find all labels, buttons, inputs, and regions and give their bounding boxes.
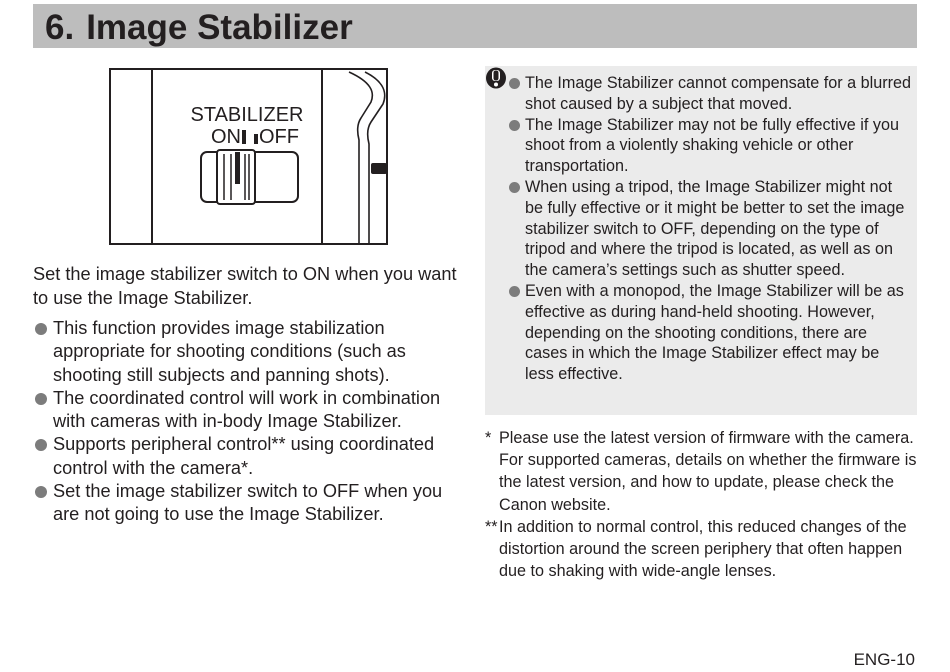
section-header [33, 4, 917, 48]
footnotes [485, 427, 925, 582]
footnote-mark: * [485, 429, 492, 447]
footnote-text: Please use the latest version of firmware with the camera. [499, 429, 914, 447]
list-item: The Image Stabilizer cannot compensate for a blurred shot caused by a subject that moved. [507, 73, 911, 115]
instructions-column [33, 263, 473, 527]
list-item: When using a tripod, the Image Stabilizer might not be fully effective or it might be better to set the image stabilizer switch to OFF, depending on the type of tripod and where the tripod is located, as well as on the camera’s settings such as shutter speed. [507, 177, 911, 281]
page-number: ENG-10 [853, 650, 915, 669]
lens-barrel-drawing [109, 68, 389, 246]
intro-paragraph: Set the image stabilizer switch to ON when you want to use the Image Stabilizer. [33, 264, 457, 308]
list-item: The Image Stabilizer may not be fully effective if you shoot from a violently shaking vehicle or other transportation. [507, 115, 911, 177]
caution-box [485, 66, 917, 415]
list-item: Supports peripheral control** using coordinated control with the camera*. [33, 433, 473, 480]
section-number: 6. [45, 8, 75, 47]
list-item: The coordinated control will work in combination with cameras with in-body Image Stabilizer. [33, 387, 473, 434]
footnote-firmware [485, 427, 925, 516]
stabilizer-label: STABILIZER [190, 104, 304, 126]
caution-icon [485, 67, 507, 89]
on-label: ON [211, 126, 241, 148]
caution-list [507, 73, 911, 385]
feature-list [33, 317, 473, 527]
stabilizer-switch-illustration [109, 68, 389, 246]
off-label: OFF [259, 126, 299, 148]
list-item: Set the image stabilizer switch to OFF when you are not going to use the Image Stabilizer. [33, 480, 473, 527]
footnote-mark: ** [485, 517, 498, 536]
footnote-text: In addition to normal control, this reduced changes of the distortion around the screen periphery that often happen due to shaking with wide-angle lenses. [499, 517, 907, 581]
footnote-text: For supported cameras, details on whether the firmware is the latest version, and how to update, please check the Canon website. [499, 451, 917, 514]
footnote-peripheral [485, 516, 925, 583]
page-title [45, 8, 353, 48]
list-item: Even with a monopod, the Image Stabilizer will be as effective as during hand-held shooting. However, depending on the shooting conditions, there are cases in which the Image Stabilizer effect may be less effective. [507, 281, 911, 385]
list-item: This function provides image stabilization appropriate for shooting conditions (such as shooting still subjects and panning shots). [33, 317, 473, 387]
section-title: Image Stabilizer [86, 8, 353, 47]
